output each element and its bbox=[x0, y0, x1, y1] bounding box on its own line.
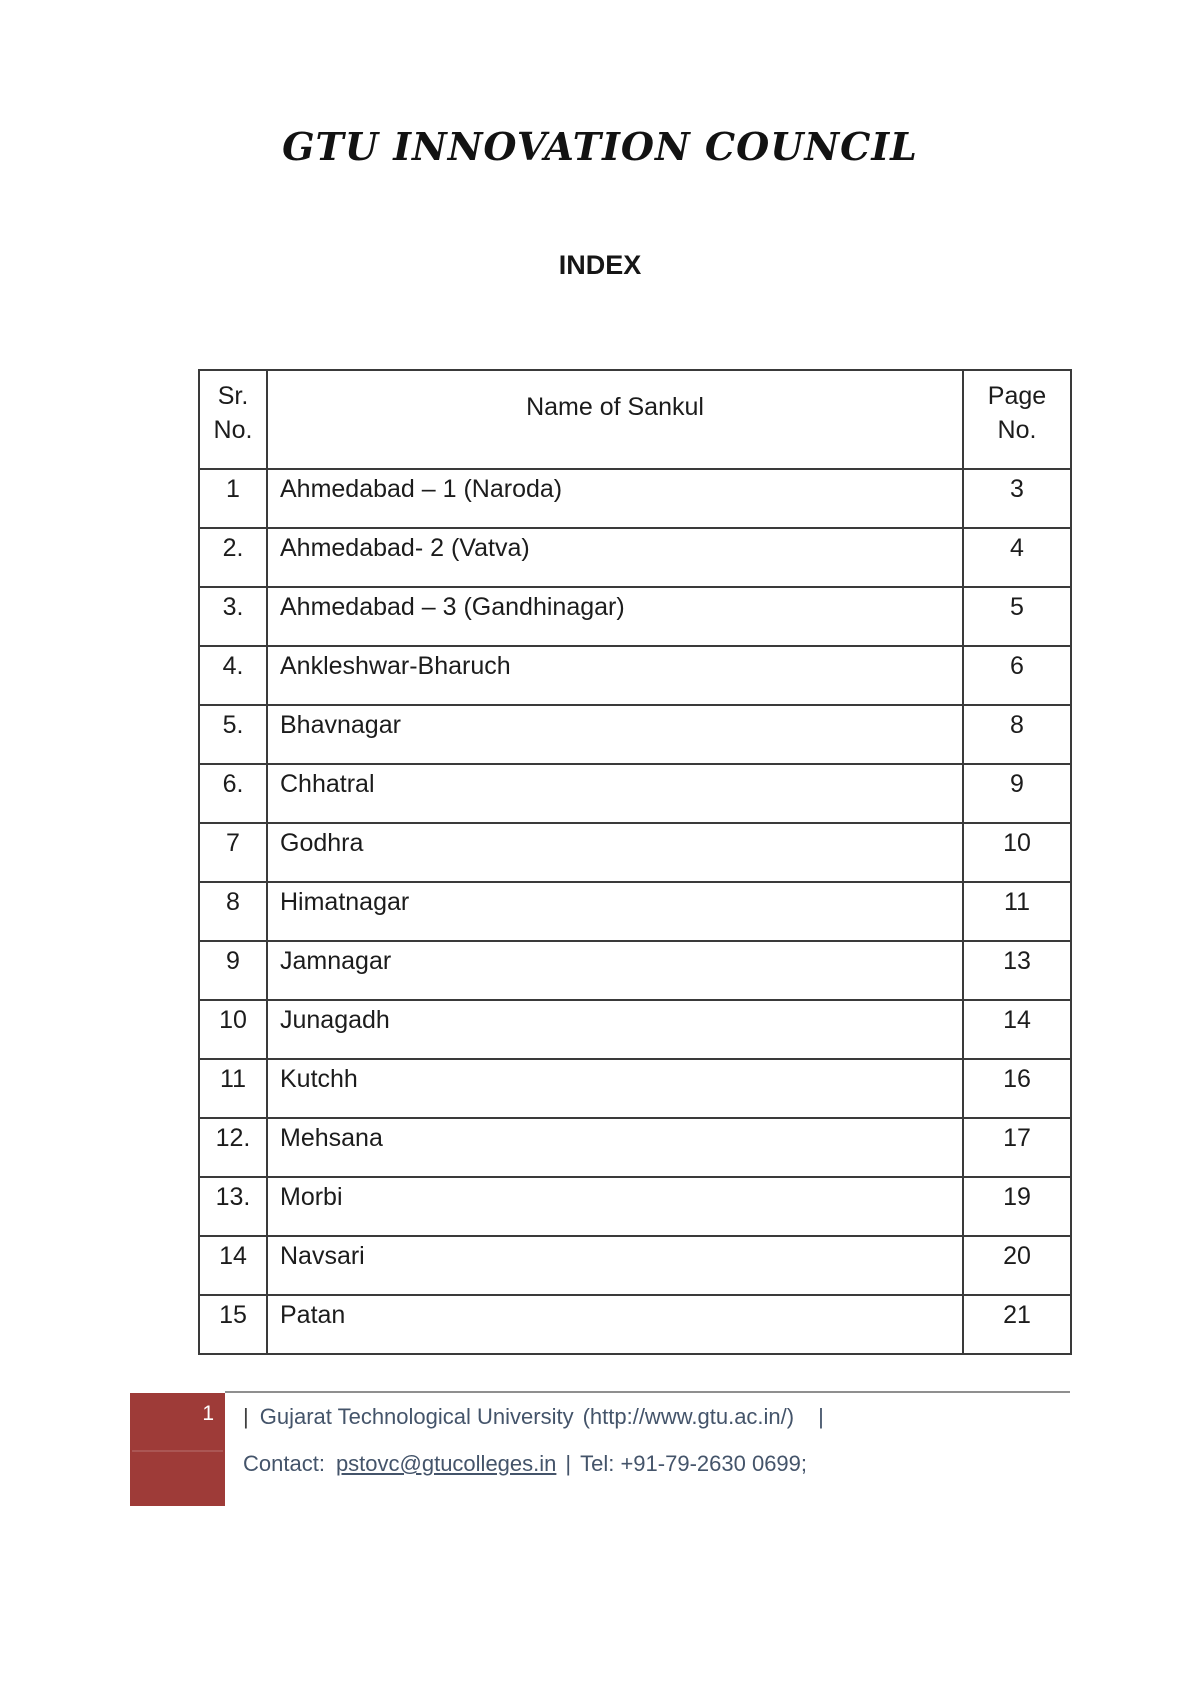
cell-name: Ahmedabad – 3 (Gandhinagar) bbox=[267, 587, 963, 646]
cell-sr: 5. bbox=[199, 705, 267, 764]
header-sr-line1: Sr. bbox=[217, 382, 249, 410]
header-sr-line2: No. bbox=[213, 416, 253, 444]
table-row bbox=[199, 469, 1071, 528]
cell-sr: 13. bbox=[199, 1177, 267, 1236]
cell-name: Ahmedabad- 2 (Vatva) bbox=[267, 528, 963, 587]
cell-sr: 14 bbox=[199, 1236, 267, 1295]
cell-sr: 1 bbox=[199, 469, 267, 528]
cell-name: Ankleshwar-Bharuch bbox=[267, 646, 963, 705]
cell-page: 13 bbox=[963, 941, 1071, 1000]
cell-name: Ahmedabad – 1 (Naroda) bbox=[267, 469, 963, 528]
footer-divider-line bbox=[225, 1391, 1070, 1393]
table-row bbox=[199, 1236, 1071, 1295]
cell-name: Bhavnagar bbox=[267, 705, 963, 764]
table-row bbox=[199, 1118, 1071, 1177]
cell-page: 3 bbox=[963, 469, 1071, 528]
cell-sr: 12. bbox=[199, 1118, 267, 1177]
cell-name: Godhra bbox=[267, 823, 963, 882]
email-link[interactable]: pstovc@gtucolleges.in bbox=[335, 1451, 557, 1476]
table-row bbox=[199, 823, 1071, 882]
table-row bbox=[199, 528, 1071, 587]
index-heading: INDEX bbox=[558, 250, 642, 280]
page-number-box bbox=[130, 1393, 225, 1506]
cell-name: Navsari bbox=[267, 1236, 963, 1295]
cell-name: Kutchh bbox=[267, 1059, 963, 1118]
table-header bbox=[199, 370, 1071, 469]
cell-sr: 10 bbox=[199, 1000, 267, 1059]
separator-pipe-left: | bbox=[243, 1404, 249, 1429]
table-header-sr bbox=[199, 370, 267, 469]
index-table bbox=[198, 369, 1072, 1355]
table-row bbox=[199, 941, 1071, 1000]
footer-org-line bbox=[243, 1404, 824, 1430]
cell-page: 4 bbox=[963, 528, 1071, 587]
cell-page: 20 bbox=[963, 1236, 1071, 1295]
cell-name: Junagadh bbox=[267, 1000, 963, 1059]
cell-page: 10 bbox=[963, 823, 1071, 882]
cell-sr: 9 bbox=[199, 941, 267, 1000]
cell-page: 14 bbox=[963, 1000, 1071, 1059]
header-page-line1: Page bbox=[987, 382, 1047, 410]
cell-page: 5 bbox=[963, 587, 1071, 646]
cell-sr: 2. bbox=[199, 528, 267, 587]
cell-sr: 7 bbox=[199, 823, 267, 882]
cell-sr: 11 bbox=[199, 1059, 267, 1118]
table-row bbox=[199, 1000, 1071, 1059]
cell-page: 8 bbox=[963, 705, 1071, 764]
cell-page: 21 bbox=[963, 1295, 1071, 1354]
footer-org-name: Gujarat Technological University bbox=[259, 1404, 574, 1429]
cell-sr: 4. bbox=[199, 646, 267, 705]
cell-name: Mehsana bbox=[267, 1118, 963, 1177]
footer-website-url: (http://www.gtu.ac.in/) bbox=[582, 1404, 795, 1429]
table-row bbox=[199, 705, 1071, 764]
table-row bbox=[199, 1059, 1071, 1118]
table-header-row bbox=[199, 370, 1071, 469]
contact-label: Contact: bbox=[243, 1451, 325, 1476]
cell-name: Patan bbox=[267, 1295, 963, 1354]
separator-pipe-right: | bbox=[818, 1404, 824, 1429]
cell-page: 6 bbox=[963, 646, 1071, 705]
cell-page: 16 bbox=[963, 1059, 1071, 1118]
cell-name: Morbi bbox=[267, 1177, 963, 1236]
cell-name: Himatnagar bbox=[267, 882, 963, 941]
cell-page: 17 bbox=[963, 1118, 1071, 1177]
phone-number: Tel: +91-79-2630 0699; bbox=[580, 1451, 808, 1476]
cell-name: Jamnagar bbox=[267, 941, 963, 1000]
cell-sr: 8 bbox=[199, 882, 267, 941]
table-row bbox=[199, 646, 1071, 705]
separator-pipe-contact: | bbox=[565, 1451, 572, 1476]
cell-page: 19 bbox=[963, 1177, 1071, 1236]
cell-page: 9 bbox=[963, 764, 1071, 823]
table-header-name: Name of Sankul bbox=[267, 370, 963, 469]
header-page-line2: No. bbox=[997, 416, 1037, 444]
table-row bbox=[199, 764, 1071, 823]
index-table-body bbox=[199, 469, 1071, 1354]
cell-sr: 3. bbox=[199, 587, 267, 646]
footer-contact-line bbox=[243, 1451, 807, 1477]
page-title: GTU INNOVATION COUNCIL bbox=[282, 124, 918, 169]
cell-sr: 15 bbox=[199, 1295, 267, 1354]
table-row bbox=[199, 882, 1071, 941]
page-number: 1 bbox=[202, 1402, 214, 1425]
table-header-page bbox=[963, 370, 1071, 469]
table-row bbox=[199, 587, 1071, 646]
table-row bbox=[199, 1177, 1071, 1236]
cell-name: Chhatral bbox=[267, 764, 963, 823]
table-row bbox=[199, 1295, 1071, 1354]
cell-page: 11 bbox=[963, 882, 1071, 941]
cell-sr: 6. bbox=[199, 764, 267, 823]
